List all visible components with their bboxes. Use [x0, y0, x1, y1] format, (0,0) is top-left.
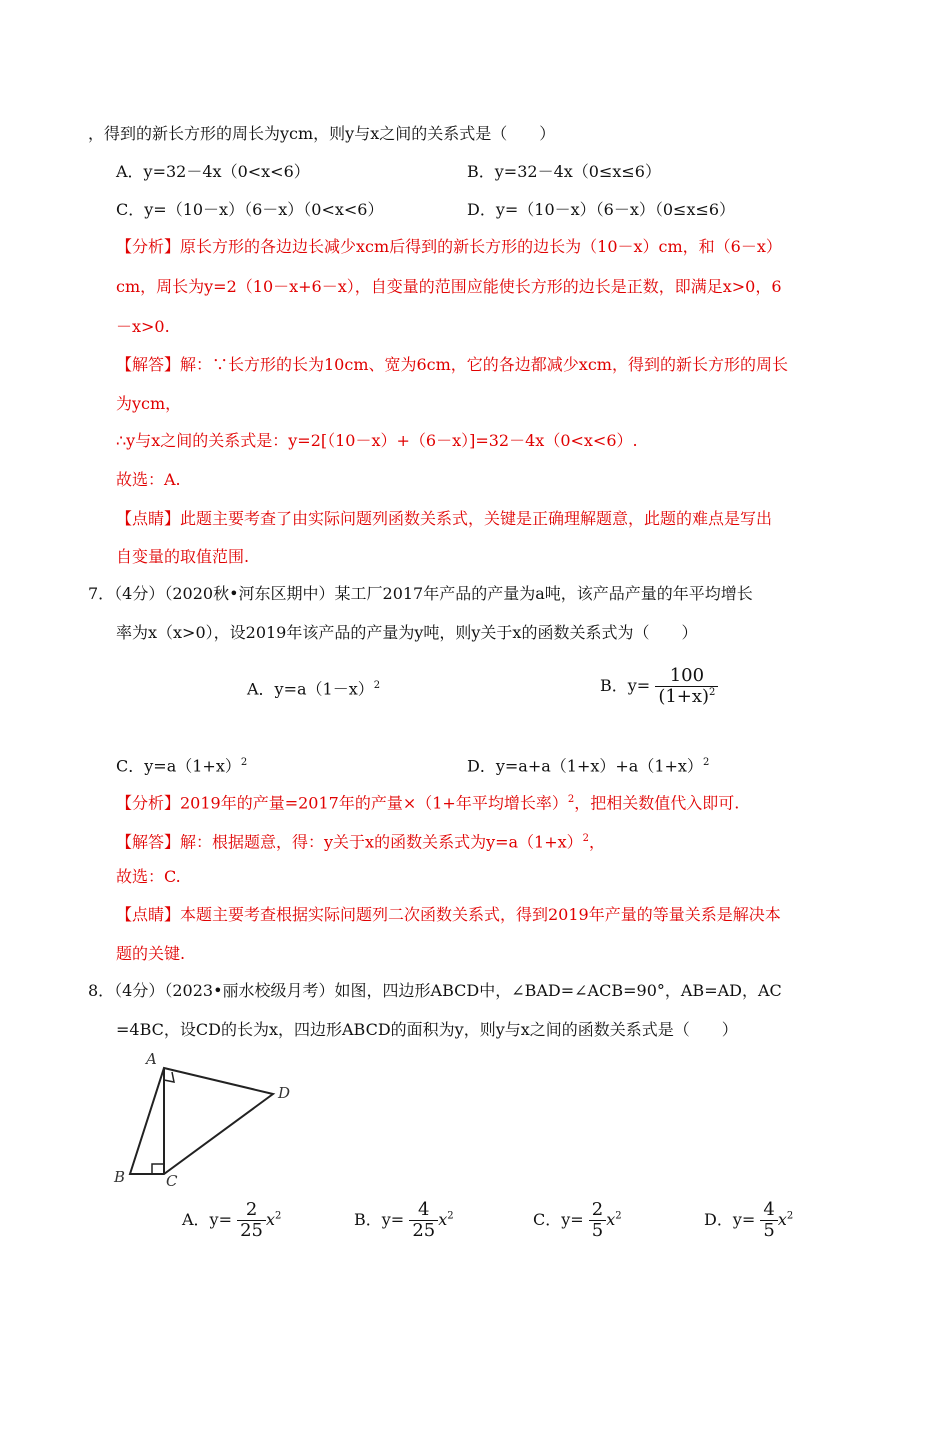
q6-option-a: A．y=32－4x（0<x<6）	[116, 162, 310, 181]
q8-stem-line2: =4BC，设CD的长为x，四边形ABCD的面积为y，则y与x之间的函数关系式是（ ）	[116, 1020, 738, 1039]
q6-answer-line1: 【解答】解：∵长方形的长为10cm、宽为6cm，它的各边都减少xcm，得到的新长方形的周长	[116, 355, 788, 374]
label-b: B	[114, 1168, 126, 1186]
q6-answer-line3: ∴y与x之间的关系式是：y=2[（10－x）+（6－x）]=32－4x（0<x<6）.	[116, 431, 638, 450]
label-d: D	[278, 1084, 291, 1102]
q8-stem-line1: 8．（4分）（2023•丽水校级月考）如图，四边形ABCD中，∠BAD=∠ACB=90°，AB=AD，AC	[88, 981, 782, 1000]
q6-analysis-line3: －x>0.	[116, 317, 170, 336]
q6-answer-line2: 为ycm，	[116, 394, 182, 413]
q6-analysis-line1: 【分析】原长方形的各边边长减少xcm后得到的新长方形的边长为（10－x）cm，和（6－x）	[116, 237, 782, 256]
q6-stem: ，得到的新长方形的周长为ycm，则y与x之间的关系式是（ ）	[88, 124, 556, 143]
q6-analysis-line2: cm，周长为y=2（10－x+6－x），自变量的范围应能使长方形的边长是正数，即满足x>0，6	[116, 277, 782, 296]
q7-option-d: D．$y=a+a(1+x)+a(1+x)^2$	[467, 756, 710, 776]
q7-stem-line1: 7．（4分）（2020秋•河东区期中）某工厂2017年产品的产量为a吨，该产品产量的年平均增长	[88, 584, 753, 603]
q8-option-b: B．y= $\frac{4}{25}$ $x^2$	[354, 1199, 454, 1241]
q6-option-c: C．y=（10－x）（6－x）（0<x<6）	[116, 200, 384, 219]
q7-stem-line2: 率为x（x>0），设2019年该产品的产量为y吨，则y关于x的函数关系式为（ ）	[116, 623, 698, 642]
q6-comment-line2: 自变量的取值范围.	[116, 547, 250, 566]
q7-option-c: C．$y=a(1+x)^2$	[116, 756, 248, 776]
right-angle-mark-c	[152, 1164, 164, 1174]
q6-option-d: D．y=（10－x）（6－x）（0≤x≤6）	[467, 200, 736, 219]
q7-analysis: 【分析】2019年的产量=2017年的产量×（1+年平均增长率）$^2$，把相关数值代入即可.	[116, 793, 740, 813]
q8-option-a: A．y= $\frac{2}{25}$ $x^2$	[182, 1199, 282, 1241]
q6-comment-line1: 【点睛】此题主要考查了由实际问题列函数关系式，关键是正确理解题意，此题的难点是写出	[116, 509, 773, 528]
label-c: C	[166, 1172, 178, 1190]
q8-option-c: C．y= $\frac{2}{5}$ $x^2$	[533, 1199, 622, 1241]
quadrilateral-figure	[108, 1046, 298, 1191]
q7-comment-line1: 【点睛】本题主要考查根据实际问题列二次函数关系式，得到2019年产量的等量关系是解决本	[116, 905, 781, 924]
right-angle-mark-a	[164, 1072, 174, 1082]
q6-choose: 故选：A.	[116, 470, 181, 489]
q7-answer: 【解答】解：根据题意，得：y关于x的函数关系式为$y=a(1+x)^2$，	[116, 832, 606, 852]
q6-option-b: B．y=32－4x（0≤x≤6）	[467, 162, 661, 181]
q7-option-a: A．$y=a(1-x)^2$	[247, 679, 381, 699]
q7-comment-line2: 题的关键.	[116, 944, 186, 963]
q7-choose: 故选：C.	[116, 867, 181, 886]
q7-option-b-fraction: $\frac{100}{(1+x)^2}$	[655, 666, 718, 707]
q7-option-b: B．y= $\frac{100}{(1+x)^2}$	[600, 666, 718, 707]
q8-option-d: D．y= $\frac{4}{5}$ $x^2$	[704, 1199, 794, 1241]
quadrilateral-abcd	[130, 1068, 273, 1174]
label-a: A	[146, 1050, 157, 1068]
